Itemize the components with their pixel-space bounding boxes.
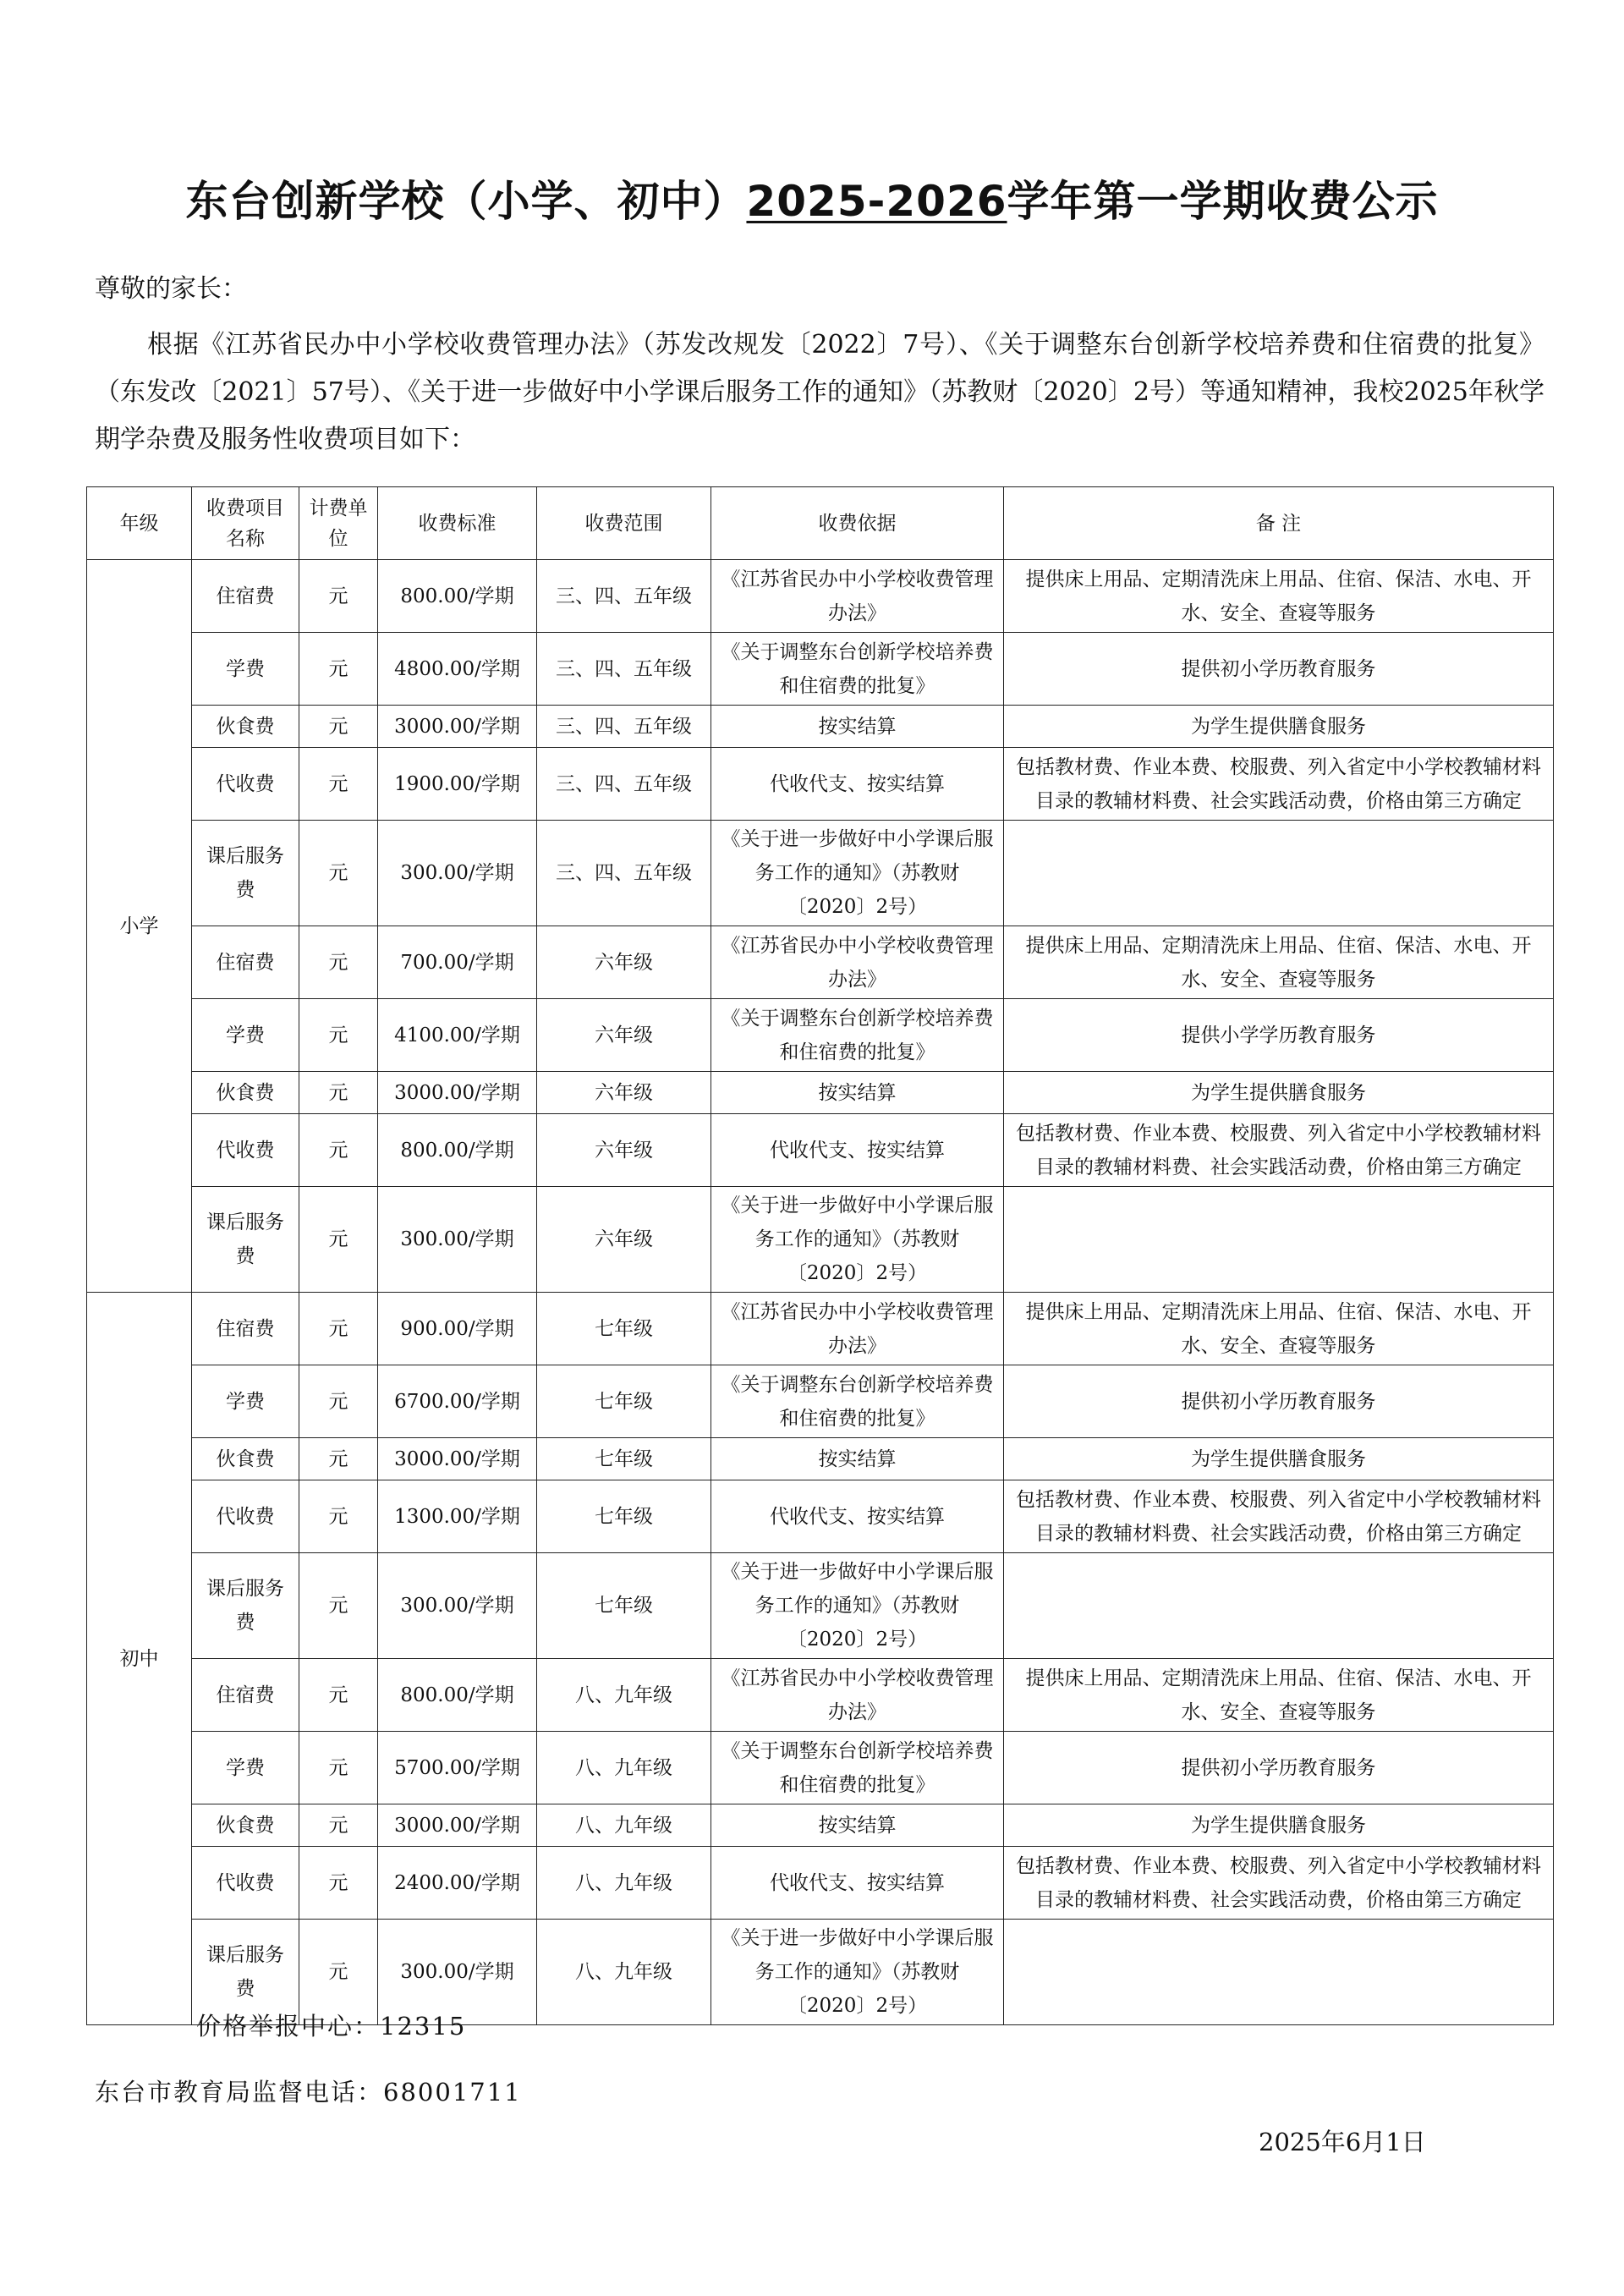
scope-cell: 七年级: [537, 1553, 711, 1659]
standard-cell: 4800.00/学期: [378, 633, 537, 706]
basis-cell: 《关于进一步做好中小学课后服务工作的通知》（苏教财〔2020〕2号）: [711, 821, 1004, 926]
supervision-number: 68001711: [383, 2078, 522, 2106]
basis-cell: 按实结算: [711, 706, 1004, 748]
scope-cell: 三、四、五年级: [537, 633, 711, 706]
item-name-cell: 课后服务费: [192, 821, 299, 926]
basis-cell: 《关于调整东台创新学校培养费和住宿费的批复》: [711, 633, 1004, 706]
basis-cell: 《江苏省民办中小学校收费管理办法》: [711, 1659, 1004, 1732]
unit-cell: 元: [299, 706, 378, 748]
standard-cell: 1900.00/学期: [378, 748, 537, 821]
item-name-cell: 课后服务费: [192, 1187, 299, 1293]
title-suffix: 学年第一学期收费公示: [1007, 177, 1439, 226]
standard-cell: 300.00/学期: [378, 1187, 537, 1293]
basis-cell: 《关于进一步做好中小学课后服务工作的通知》（苏教财〔2020〕2号）: [711, 1187, 1004, 1293]
note-cell: [1004, 1187, 1554, 1293]
title-year: 2025-2026: [746, 177, 1007, 226]
note-cell: 为学生提供膳食服务: [1004, 1438, 1554, 1480]
scope-cell: 七年级: [537, 1293, 711, 1365]
item-name-cell: 课后服务费: [192, 1920, 299, 2025]
basis-cell: 《关于调整东台创新学校培养费和住宿费的批复》: [711, 1732, 1004, 1804]
standard-cell: 300.00/学期: [378, 1920, 537, 2025]
header-grade: 年级: [87, 487, 192, 560]
note-cell: 提供初小学历教育服务: [1004, 633, 1554, 706]
basis-cell: 《关于调整东台创新学校培养费和住宿费的批复》: [711, 999, 1004, 1072]
standard-cell: 3000.00/学期: [378, 1804, 537, 1847]
intro-paragraph: 根据《江苏省民办中小学校收费管理办法》（苏发改规发〔2022〕7号）、《关于调整东台创新学校培养费和住宿费的批复》（东发改〔2021〕57号）、《关于进一步做好中小学课后服务工作的通知》（苏教财〔2020〕2号）等通知精神，我校2025年秋学期学杂费及服务性收费项目如下：: [95, 330, 1544, 454]
standard-cell: 2400.00/学期: [378, 1847, 537, 1920]
note-cell: 提供床上用品、定期清洗床上用品、住宿、保洁、水电、开水、安全、查寝等服务: [1004, 1659, 1554, 1732]
item-name-cell: 代收费: [192, 1480, 299, 1553]
scope-cell: 六年级: [537, 926, 711, 999]
unit-cell: 元: [299, 1847, 378, 1920]
basis-cell: 《关于进一步做好中小学课后服务工作的通知》（苏教财〔2020〕2号）: [711, 1553, 1004, 1659]
standard-cell: 4100.00/学期: [378, 999, 537, 1072]
item-name-cell: 住宿费: [192, 560, 299, 633]
table-row: [87, 1847, 1554, 1920]
header-item: 收费项目名称: [192, 487, 299, 560]
unit-cell: 元: [299, 1804, 378, 1847]
header-note: 备 注: [1004, 487, 1554, 560]
scope-cell: 三、四、五年级: [537, 706, 711, 748]
item-name-cell: 学费: [192, 1365, 299, 1438]
note-cell: [1004, 821, 1554, 926]
unit-cell: 元: [299, 999, 378, 1072]
note-cell: [1004, 1553, 1554, 1659]
item-name-cell: 代收费: [192, 1847, 299, 1920]
grade-cell: 小学: [87, 560, 192, 1293]
table-row: [87, 748, 1554, 821]
unit-cell: 元: [299, 1920, 378, 2025]
table-row: [87, 1659, 1554, 1732]
table-row: [87, 1804, 1554, 1847]
publish-date: 2025年6月1日: [1259, 2128, 1426, 2156]
header-scope: 收费范围: [537, 487, 711, 560]
table-header-row: [87, 487, 1554, 560]
basis-cell: 《江苏省民办中小学校收费管理办法》: [711, 560, 1004, 633]
item-name-cell: 学费: [192, 1732, 299, 1804]
note-cell: 为学生提供膳食服务: [1004, 1804, 1554, 1847]
standard-cell: 6700.00/学期: [378, 1365, 537, 1438]
table-row: [87, 1480, 1554, 1553]
standard-cell: 800.00/学期: [378, 560, 537, 633]
scope-cell: 六年级: [537, 1114, 711, 1187]
basis-cell: 代收代支、按实结算: [711, 1480, 1004, 1553]
scope-cell: 三、四、五年级: [537, 560, 711, 633]
table-row: [87, 1732, 1554, 1804]
header-standard: 收费标准: [378, 487, 537, 560]
note-cell: 包括教材费、作业本费、校服费、列入省定中小学校教辅材料目录的教辅材料费、社会实践活动费，价格由第三方确定: [1004, 1847, 1554, 1920]
unit-cell: 元: [299, 926, 378, 999]
scope-cell: 七年级: [537, 1438, 711, 1480]
note-cell: 为学生提供膳食服务: [1004, 1072, 1554, 1114]
basis-cell: 《关于进一步做好中小学课后服务工作的通知》（苏教财〔2020〕2号）: [711, 1920, 1004, 2025]
unit-cell: 元: [299, 748, 378, 821]
note-cell: 提供小学学历教育服务: [1004, 999, 1554, 1072]
greeting: 尊敬的家长：: [95, 274, 247, 304]
item-name-cell: 学费: [192, 633, 299, 706]
table-row: [87, 1365, 1554, 1438]
note-cell: 提供床上用品、定期清洗床上用品、住宿、保洁、水电、开水、安全、查寝等服务: [1004, 1293, 1554, 1365]
unit-cell: 元: [299, 821, 378, 926]
scope-cell: 六年级: [537, 999, 711, 1072]
standard-cell: 800.00/学期: [378, 1114, 537, 1187]
note-cell: 提供床上用品、定期清洗床上用品、住宿、保洁、水电、开水、安全、查寝等服务: [1004, 560, 1554, 633]
item-name-cell: 伙食费: [192, 706, 299, 748]
grade-cell: 初中: [87, 1293, 192, 2025]
table-row: [87, 706, 1554, 748]
item-name-cell: 代收费: [192, 748, 299, 821]
item-name-cell: 伙食费: [192, 1804, 299, 1847]
supervision-phone: [95, 2074, 522, 2108]
scope-cell: 三、四、五年级: [537, 748, 711, 821]
standard-cell: 900.00/学期: [378, 1293, 537, 1365]
price-hotline: [196, 2008, 466, 2042]
note-cell: 包括教材费、作业本费、校服费、列入省定中小学校教辅材料目录的教辅材料费、社会实践活动费，价格由第三方确定: [1004, 1480, 1554, 1553]
table-row: [87, 926, 1554, 999]
standard-cell: 800.00/学期: [378, 1659, 537, 1732]
scope-cell: 六年级: [537, 1072, 711, 1114]
basis-cell: 代收代支、按实结算: [711, 1114, 1004, 1187]
hotline-label: 价格举报中心：: [196, 2012, 381, 2041]
fee-table: [86, 486, 1554, 2025]
item-name-cell: 课后服务费: [192, 1553, 299, 1659]
table-row: [87, 1553, 1554, 1659]
note-cell: 为学生提供膳食服务: [1004, 706, 1554, 748]
hotline-number: 12315: [380, 2012, 467, 2041]
item-name-cell: 伙食费: [192, 1072, 299, 1114]
unit-cell: 元: [299, 1365, 378, 1438]
note-cell: 包括教材费、作业本费、校服费、列入省定中小学校教辅材料目录的教辅材料费、社会实践活动费，价格由第三方确定: [1004, 1114, 1554, 1187]
table-row: [87, 999, 1554, 1072]
table-row: [87, 1114, 1554, 1187]
table-row: [87, 1072, 1554, 1114]
page-title: [0, 168, 1624, 228]
scope-cell: 八、九年级: [537, 1920, 711, 2025]
scope-cell: 七年级: [537, 1365, 711, 1438]
basis-cell: 《关于调整东台创新学校培养费和住宿费的批复》: [711, 1365, 1004, 1438]
unit-cell: 元: [299, 1732, 378, 1804]
standard-cell: 3000.00/学期: [378, 1072, 537, 1114]
unit-cell: 元: [299, 1293, 378, 1365]
table-row: [87, 1293, 1554, 1365]
unit-cell: 元: [299, 560, 378, 633]
basis-cell: 按实结算: [711, 1438, 1004, 1480]
standard-cell: 300.00/学期: [378, 821, 537, 926]
item-name-cell: 伙食费: [192, 1438, 299, 1480]
standard-cell: 5700.00/学期: [378, 1732, 537, 1804]
item-name-cell: 学费: [192, 999, 299, 1072]
unit-cell: 元: [299, 1072, 378, 1114]
unit-cell: 元: [299, 1659, 378, 1732]
header-basis: 收费依据: [711, 487, 1004, 560]
note-cell: 提供初小学历教育服务: [1004, 1365, 1554, 1438]
item-name-cell: 住宿费: [192, 926, 299, 999]
item-name-cell: 住宿费: [192, 1659, 299, 1732]
scope-cell: 八、九年级: [537, 1659, 711, 1732]
table-row: [87, 821, 1554, 926]
item-name-cell: 代收费: [192, 1114, 299, 1187]
unit-cell: 元: [299, 1114, 378, 1187]
unit-cell: 元: [299, 1187, 378, 1293]
note-cell: 提供初小学历教育服务: [1004, 1732, 1554, 1804]
basis-cell: 按实结算: [711, 1072, 1004, 1114]
note-cell: [1004, 1920, 1554, 2025]
scope-cell: 八、九年级: [537, 1732, 711, 1804]
unit-cell: 元: [299, 1438, 378, 1480]
note-cell: 包括教材费、作业本费、校服费、列入省定中小学校教辅材料目录的教辅材料费、社会实践活动费，价格由第三方确定: [1004, 748, 1554, 821]
basis-cell: 代收代支、按实结算: [711, 748, 1004, 821]
table-row: [87, 1187, 1554, 1293]
item-name-cell: 住宿费: [192, 1293, 299, 1365]
standard-cell: 300.00/学期: [378, 1553, 537, 1659]
standard-cell: 3000.00/学期: [378, 706, 537, 748]
supervision-label: 东台市教育局监督电话：: [95, 2078, 384, 2106]
title-prefix: 东台创新学校（小学、初中）: [185, 177, 747, 226]
table-row: [87, 1438, 1554, 1480]
scope-cell: 六年级: [537, 1187, 711, 1293]
scope-cell: 八、九年级: [537, 1847, 711, 1920]
header-unit: 计费单位: [299, 487, 378, 560]
unit-cell: 元: [299, 633, 378, 706]
basis-cell: 代收代支、按实结算: [711, 1847, 1004, 1920]
basis-cell: 《江苏省民办中小学校收费管理办法》: [711, 926, 1004, 999]
basis-cell: 按实结算: [711, 1804, 1004, 1847]
standard-cell: 700.00/学期: [378, 926, 537, 999]
unit-cell: 元: [299, 1553, 378, 1659]
standard-cell: 3000.00/学期: [378, 1438, 537, 1480]
scope-cell: 八、九年级: [537, 1804, 711, 1847]
table-row: [87, 633, 1554, 706]
note-cell: 提供床上用品、定期清洗床上用品、住宿、保洁、水电、开水、安全、查寝等服务: [1004, 926, 1554, 999]
table-row: [87, 560, 1554, 633]
scope-cell: 七年级: [537, 1480, 711, 1553]
basis-cell: 《江苏省民办中小学校收费管理办法》: [711, 1293, 1004, 1365]
unit-cell: 元: [299, 1480, 378, 1553]
scope-cell: 三、四、五年级: [537, 821, 711, 926]
fee-table-body: [87, 560, 1554, 2025]
standard-cell: 1300.00/学期: [378, 1480, 537, 1553]
